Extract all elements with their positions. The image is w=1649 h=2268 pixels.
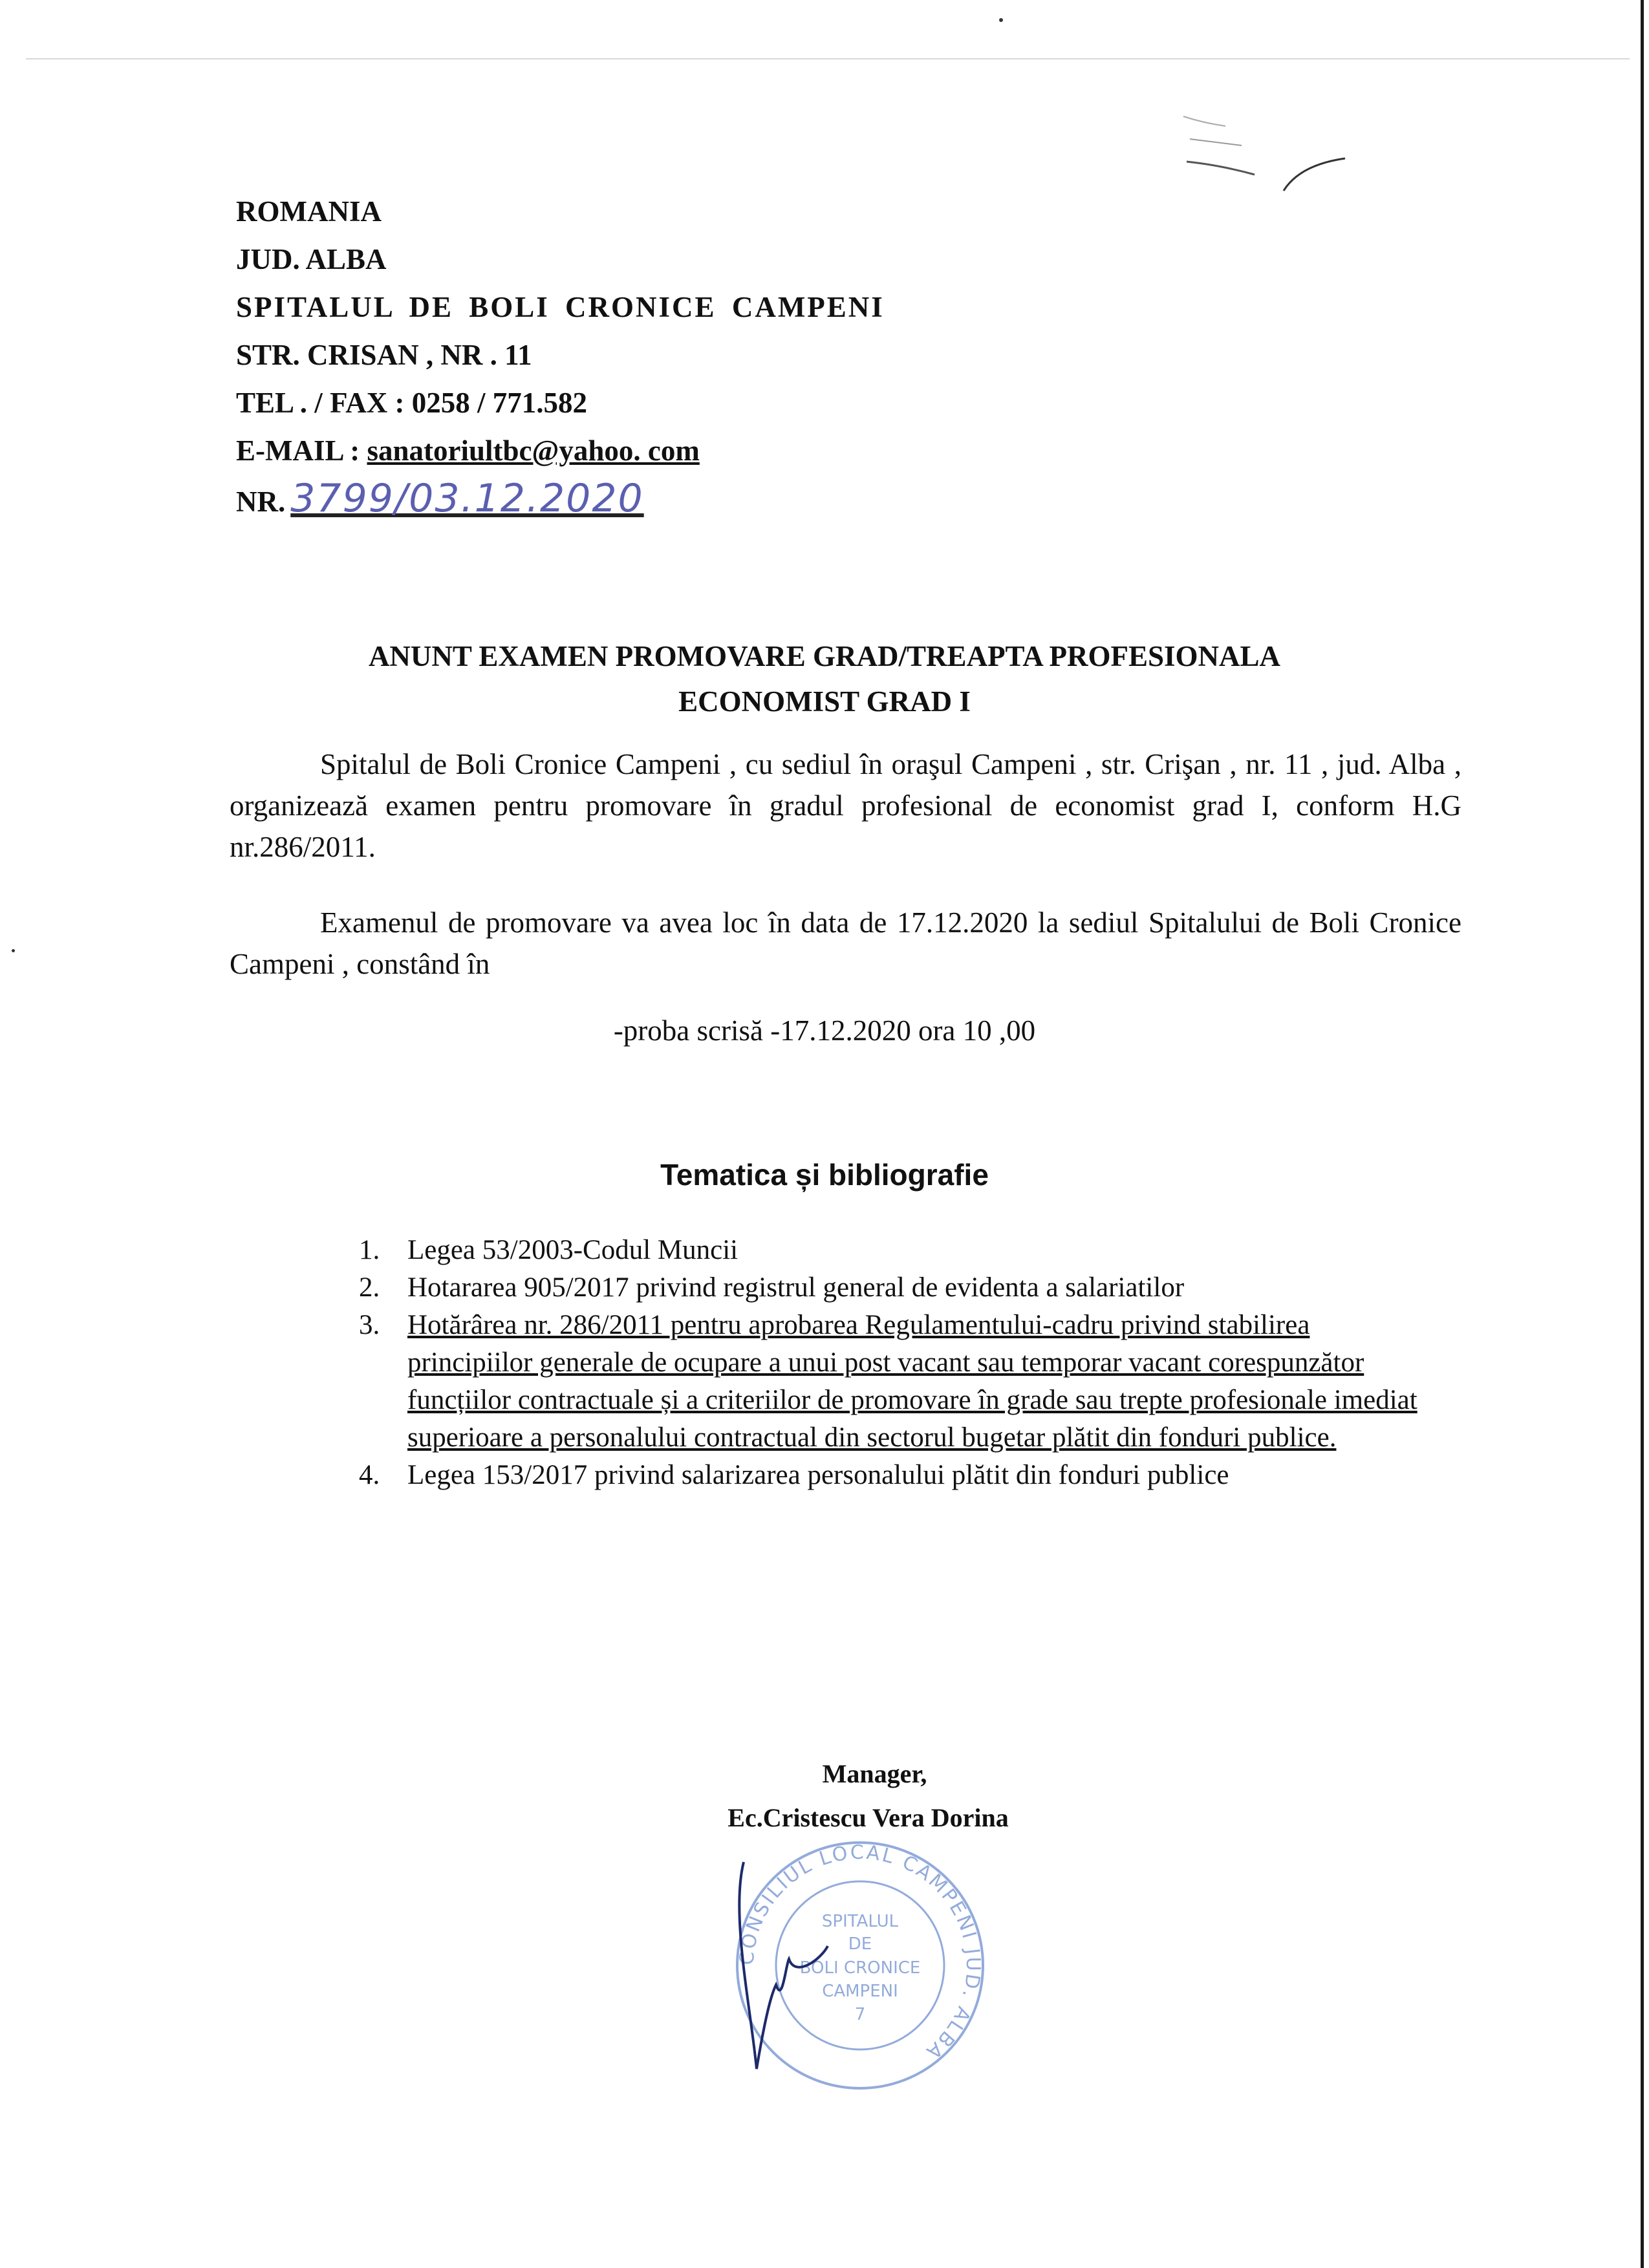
list-item — [359, 1457, 1432, 1494]
svg-text:DE: DE — [848, 1934, 872, 1954]
list-item — [359, 1232, 1432, 1269]
svg-text:BOLI CRONICE: BOLI CRONICE — [799, 1958, 921, 1978]
list-item-text: Hotararea 905/2017 privind registrul general de evidenta a salariatilor — [407, 1272, 1185, 1303]
signatory-name: Ec.Cristescu Vera Dorina — [727, 1803, 1009, 1832]
announcement-title — [0, 634, 1649, 724]
list-item-number: 1. — [359, 1235, 380, 1265]
list-item-number: 3. — [359, 1310, 380, 1340]
country-line: ROMANIA — [236, 195, 382, 228]
list-item-text: Legea 53/2003-Codul Muncii — [407, 1235, 738, 1265]
signature-block — [0, 1752, 1649, 1840]
institution-name: SPITALUL DE BOLI CRONICE CAMPENI — [236, 291, 885, 323]
pen-scribble-marks — [1164, 103, 1371, 207]
stamp-center-text — [800, 1912, 921, 2024]
paragraph-1-text: Spitalul de Boli Cronice Campeni , cu sediul în oraşul Campeni , str. Crişan , nr. 11 , jud. Alba , organizează examen pentru promovare în gradul profesional de economist grad I, conform H.G nr.286/2011. — [230, 748, 1461, 863]
svg-text:7: 7 — [854, 2005, 866, 2024]
title-line-1: ANUNT EXAMEN PROMOVARE GRAD/TREAPTA PROFESIONALA — [368, 640, 1281, 672]
registration-number-line — [236, 475, 885, 526]
nr-label: NR. — [236, 486, 286, 518]
stamp-ring-text: CONSILIUL LOCAL CAMPENI JUD. ALBA — [735, 1841, 985, 2064]
paragraph-2-text: Examenul de promovare va avea loc în data de 17.12.2020 la sediul Spitalului de Boli Cronice Campeni , constând în — [230, 906, 1461, 980]
svg-text:SPITALUL: SPITALUL — [821, 1912, 899, 1931]
letterhead — [236, 187, 885, 526]
phone-line: TEL . / FAX : 0258 / 771.582 — [236, 387, 587, 419]
list-item-number: 2. — [359, 1272, 380, 1303]
scan-speck — [999, 18, 1003, 22]
list-item — [359, 1307, 1432, 1457]
email-label: E-MAIL : — [236, 434, 360, 467]
list-item-text: Legea 153/2017 privind salarizarea personalului plătit din fonduri publice — [407, 1460, 1229, 1490]
email-line — [236, 427, 885, 475]
list-item-text-underlined: Hotărârea nr. 286/2011 pentru aprobarea Regulamentului-cadru privind stabilirea principiilor generale de ocupare a unui post vacant sau temporar vacant corespunzător funcțiilor contractuale și a criteriilor de promovare în grade sau trepte profesionale imediat superioare a personalului contractual din sectorul bugetar plătit din fonduri publice. — [407, 1310, 1417, 1453]
bibliography-list — [359, 1232, 1432, 1494]
list-item-number: 4. — [359, 1460, 380, 1490]
list-item — [359, 1269, 1432, 1307]
svg-text:CAMPENI: CAMPENI — [822, 1982, 898, 2001]
email-link[interactable]: sanatoriultbc@yahoo. com — [367, 434, 700, 467]
scan-edge — [1641, 0, 1644, 2268]
scan-artifact-line — [26, 58, 1630, 59]
bibliography-heading: Tematica și bibliografie — [660, 1158, 989, 1192]
scan-speck — [12, 949, 15, 952]
signatory-role: Manager, — [822, 1759, 927, 1788]
title-line-2: ECONOMIST GRAD I — [678, 685, 971, 718]
written-test-line: -proba scrisă -17.12.2020 ora 10 ,00 — [613, 1014, 1036, 1047]
address-line: STR. CRISAN , NR . 11 — [236, 339, 532, 371]
paragraph-organizer — [230, 744, 1461, 868]
county-line: JUD. ALBA — [236, 243, 387, 275]
paragraph-exam-date — [230, 902, 1461, 985]
handwritten-registration-number: 3799/03.12.2020 — [290, 476, 644, 521]
official-stamp — [724, 1836, 996, 2095]
